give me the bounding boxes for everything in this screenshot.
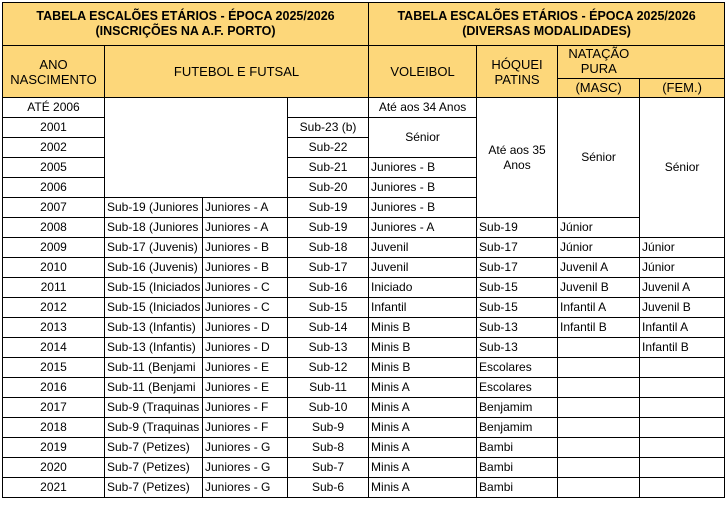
table-row: [3, 358, 725, 378]
year-cell: 2007: [3, 198, 105, 218]
natacao-masc-cell: [558, 358, 640, 378]
futebol-group-cell: Juniores - E: [203, 378, 288, 398]
table-row: [3, 378, 725, 398]
natacao-fem-cell: [640, 458, 725, 478]
sub-cell: Sub-16: [288, 278, 369, 298]
hoquei-cell: Bambi: [477, 458, 558, 478]
year-cell: 2006: [3, 178, 105, 198]
sub-cell: [288, 98, 369, 118]
voleibol-cell: Minis B: [369, 318, 477, 338]
header-masc: (MASC): [558, 79, 640, 98]
year-cell: 2002: [3, 138, 105, 158]
natacao-fem-cell: Júnior: [640, 238, 725, 258]
voleibol-cell: Minis A: [369, 418, 477, 438]
natacao-fem-senior: Sénior: [640, 98, 725, 238]
hoquei-cell: Bambi: [477, 478, 558, 498]
hoquei-cell: Bambi: [477, 438, 558, 458]
year-cell: 2018: [3, 418, 105, 438]
natacao-fem-cell: Infantil A: [640, 318, 725, 338]
title-right-line1: TABELA ESCALÕES ETÁRIOS - ÉPOCA 2025/2026: [397, 9, 696, 23]
year-cell: 2014: [3, 338, 105, 358]
header-hoquei-line2: PATINS: [494, 71, 540, 87]
natacao-fem-cell: [640, 418, 725, 438]
voleibol-cell: Infantil: [369, 298, 477, 318]
voleibol-cell: Juvenil: [369, 238, 477, 258]
table-row: [3, 318, 725, 338]
sub-cell: Sub-22: [288, 138, 369, 158]
hoquei-ate35-line1: Até aos 35: [488, 142, 546, 157]
hoquei-cell: Escolares: [477, 378, 558, 398]
header-ano-line1: ANO: [39, 56, 68, 72]
futebol-group-cell: Juniores - A: [203, 218, 288, 238]
sub-cell: Sub-9: [288, 418, 369, 438]
voleibol-cell: Juvenil: [369, 258, 477, 278]
futebol-name-cell: Sub-7 (Petizes): [105, 478, 203, 498]
header-hoquei: [477, 46, 558, 98]
natacao-masc-cell: Júnior: [558, 238, 640, 258]
year-cell: 2012: [3, 298, 105, 318]
futebol-group-cell: Juniores - G: [203, 438, 288, 458]
natacao-masc-cell: [558, 438, 640, 458]
title-row: [3, 3, 725, 46]
table-row: [3, 298, 725, 318]
futebol-name-cell: Sub-7 (Petizes): [105, 438, 203, 458]
year-cell: 2020: [3, 458, 105, 478]
sub-cell: Sub-11: [288, 378, 369, 398]
futebol-name-cell: Sub-11 (Benjami: [105, 358, 203, 378]
sub-cell: Sub-12: [288, 358, 369, 378]
natacao-fem-cell: Infantil B: [640, 338, 725, 358]
year-cell: 2011: [3, 278, 105, 298]
year-cell: 2009: [3, 238, 105, 258]
futebol-name-cell: Sub-11 (Benjami: [105, 378, 203, 398]
header-futebol: FUTEBOL E FUTSAL: [105, 46, 369, 98]
natacao-masc-senior: Sénior: [558, 98, 640, 218]
natacao-masc-cell: Juvenil B: [558, 278, 640, 298]
natacao-masc-cell: [558, 418, 640, 438]
futebol-group-cell: Juniores - C: [203, 278, 288, 298]
futebol-group-cell: Juniores - G: [203, 478, 288, 498]
column-header-row: [3, 46, 725, 79]
natacao-masc-cell: [558, 378, 640, 398]
futebol-name-cell: Sub-7 (Petizes): [105, 458, 203, 478]
year-cell: 2017: [3, 398, 105, 418]
table-row: [3, 218, 725, 238]
hoquei-ate35: [477, 98, 558, 218]
hoquei-cell: Sub-15: [477, 298, 558, 318]
title-left-line1: TABELA ESCALÕES ETÁRIOS - ÉPOCA 2025/2026: [36, 9, 335, 23]
futebol-name-cell: Sub-13 (Infantis): [105, 338, 203, 358]
futebol-group-cell: Juniores - E: [203, 358, 288, 378]
voleibol-cell: Minis A: [369, 398, 477, 418]
header-ano-line2: NASCIMENTO: [10, 71, 97, 87]
table-row: [3, 418, 725, 438]
sub-cell: Sub-21: [288, 158, 369, 178]
futebol-group-cell: Juniores - G: [203, 458, 288, 478]
table-row: [3, 398, 725, 418]
table-row: [3, 238, 725, 258]
year-cell: 2005: [3, 158, 105, 178]
header-natacao-line2: PURA: [580, 61, 617, 76]
natacao-fem-cell: [640, 378, 725, 398]
futebol-name-cell: Sub-9 (Traquinas: [105, 418, 203, 438]
hoquei-ate35-line2: Anos: [503, 157, 531, 172]
header-fem: (FEM.): [640, 79, 725, 98]
futebol-group-cell: Juniores - B: [203, 258, 288, 278]
voleibol-cell: Minis A: [369, 438, 477, 458]
voleibol-cell: Minis A: [369, 478, 477, 498]
hoquei-cell: Benjamim: [477, 398, 558, 418]
natacao-masc-cell: Júnior: [558, 218, 640, 238]
sub-cell: Sub-14: [288, 318, 369, 338]
sub-cell: Sub-20: [288, 178, 369, 198]
sub-cell: Sub-19: [288, 198, 369, 218]
hoquei-cell: Sub-19: [477, 218, 558, 238]
hoquei-cell: Sub-17: [477, 238, 558, 258]
natacao-masc-cell: Juvenil A: [558, 258, 640, 278]
title-right: [369, 3, 725, 46]
table-row: [3, 338, 725, 358]
table-row: [3, 258, 725, 278]
voleibol-cell: Iniciado: [369, 278, 477, 298]
hoquei-cell: Sub-13: [477, 338, 558, 358]
year-cell: 2010: [3, 258, 105, 278]
futebol-group-cell: Juniores - C: [203, 298, 288, 318]
year-cell: 2001: [3, 118, 105, 138]
futebol-group-cell: Juniores - B: [203, 238, 288, 258]
natacao-masc-cell: Infantil B: [558, 318, 640, 338]
year-cell: 2013: [3, 318, 105, 338]
voleibol-cell: Minis B: [369, 338, 477, 358]
hoquei-cell: Sub-17: [477, 258, 558, 278]
title-left: [3, 3, 369, 46]
sub-cell: Sub-18: [288, 238, 369, 258]
sub-cell: Sub-8: [288, 438, 369, 458]
year-cell: 2019: [3, 438, 105, 458]
year-cell: ATÉ 2006: [3, 98, 105, 118]
voleibol-ate34: Até aos 34 Anos: [369, 98, 477, 118]
header-natacao-blank: [640, 46, 725, 79]
title-left-line2: (INSCRIÇÕES NA A.F. PORTO): [95, 24, 276, 38]
header-ano-nascimento: [3, 46, 105, 98]
sub-cell: Sub-23 (b): [288, 118, 369, 138]
year-cell: 2008: [3, 218, 105, 238]
sub-cell: Sub-10: [288, 398, 369, 418]
voleibol-cell: Juniores - A: [369, 218, 477, 238]
voleibol-cell: Juniores - B: [369, 158, 477, 178]
futebol-name-cell: Sub-9 (Traquinas: [105, 398, 203, 418]
hoquei-cell: Sub-15: [477, 278, 558, 298]
futebol-name-cell: Sub-17 (Juvenis): [105, 238, 203, 258]
year-cell: 2016: [3, 378, 105, 398]
futebol-name-cell: Sub-16 (Juvenis): [105, 258, 203, 278]
natacao-masc-cell: [558, 398, 640, 418]
natacao-fem-cell: [640, 438, 725, 458]
sub-cell: Sub-7: [288, 458, 369, 478]
futebol-group-cell: Juniores - D: [203, 318, 288, 338]
sub-cell: Sub-13: [288, 338, 369, 358]
futebol-name-cell: Sub-15 (Iniciados: [105, 298, 203, 318]
futebol-group-cell: Juniores - D: [203, 338, 288, 358]
futebol-name-cell: Sub-19 (Juniores: [105, 198, 203, 218]
natacao-masc-cell: [558, 458, 640, 478]
voleibol-cell: Minis A: [369, 378, 477, 398]
table-row: [3, 458, 725, 478]
natacao-masc-cell: [558, 338, 640, 358]
futebol-name-cell: Sub-18 (Juniores: [105, 218, 203, 238]
year-cell: 2021: [3, 478, 105, 498]
table-row: [3, 278, 725, 298]
header-voleibol: VOLEIBOL: [369, 46, 477, 98]
table-row: [3, 478, 725, 498]
sub-cell: Sub-6: [288, 478, 369, 498]
natacao-fem-cell: Júnior: [640, 258, 725, 278]
voleibol-cell: Juniores - B: [369, 178, 477, 198]
hoquei-cell: Escolares: [477, 358, 558, 378]
table-row: [3, 438, 725, 458]
futebol-blank: [105, 98, 288, 198]
age-groups-table: [2, 2, 725, 498]
voleibol-cell: Minis B: [369, 358, 477, 378]
futebol-group-cell: Juniores - F: [203, 398, 288, 418]
header-hoquei-line1: HÓQUEI: [491, 56, 543, 72]
sub-cell: Sub-15: [288, 298, 369, 318]
futebol-name-cell: Sub-13 (Infantis): [105, 318, 203, 338]
sub-cell: Sub-19: [288, 218, 369, 238]
voleibol-cell: Juniores - B: [369, 198, 477, 218]
natacao-fem-cell: [640, 358, 725, 378]
natacao-masc-cell: Infantil A: [558, 298, 640, 318]
sub-cell: Sub-17: [288, 258, 369, 278]
year-cell: 2015: [3, 358, 105, 378]
natacao-masc-cell: [558, 478, 640, 498]
hoquei-cell: Benjamim: [477, 418, 558, 438]
futebol-name-cell: Sub-15 (Iniciados: [105, 278, 203, 298]
natacao-fem-cell: [640, 478, 725, 498]
header-natacao: [558, 46, 640, 79]
voleibol-cell: Minis A: [369, 458, 477, 478]
hoquei-cell: Sub-13: [477, 318, 558, 338]
futebol-group-cell: Juniores - F: [203, 418, 288, 438]
natacao-fem-cell: Juvenil B: [640, 298, 725, 318]
header-natacao-line1: NATAÇÃO: [568, 46, 630, 61]
table-row: [3, 98, 725, 118]
natacao-fem-cell: Juvenil A: [640, 278, 725, 298]
voleibol-senior: Sénior: [369, 118, 477, 158]
title-right-line2: (DIVERSAS MODALIDADES): [462, 24, 631, 38]
natacao-fem-cell: [640, 398, 725, 418]
futebol-group-cell: Juniores - A: [203, 198, 288, 218]
